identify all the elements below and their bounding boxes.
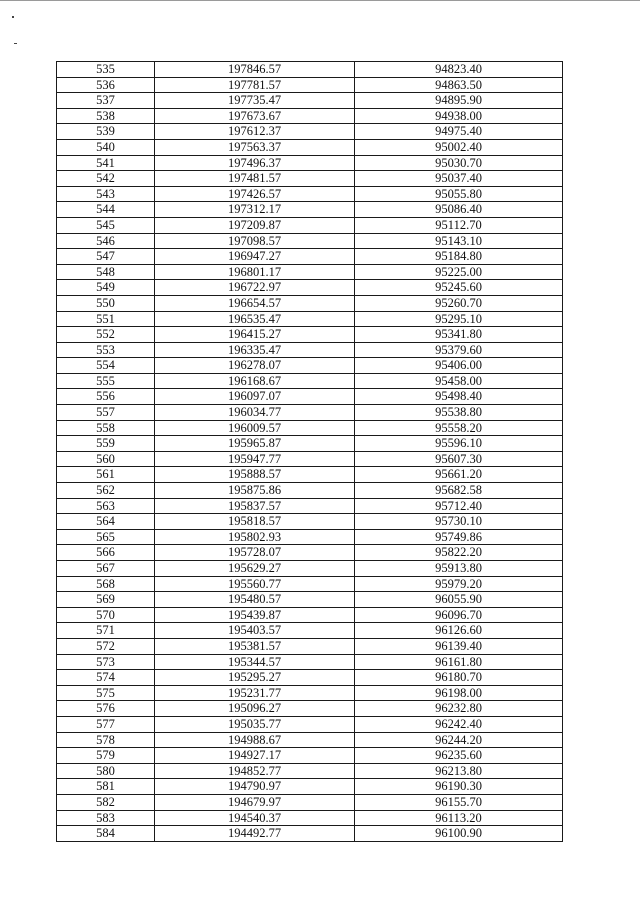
point-number-cell: 559: [57, 436, 155, 452]
point-number-cell: 552: [57, 327, 155, 343]
table-row: [57, 623, 563, 639]
x-coordinate-cell: 195818.57: [155, 514, 355, 530]
x-coordinate-cell: 195381.57: [155, 638, 355, 654]
point-number-cell: 562: [57, 483, 155, 499]
point-number-cell: 558: [57, 420, 155, 436]
point-number-cell: 583: [57, 810, 155, 826]
x-coordinate-cell: 195837.57: [155, 498, 355, 514]
y-coordinate-cell: 95538.80: [355, 405, 563, 421]
point-number-cell: 561: [57, 467, 155, 483]
x-coordinate-cell: 196278.07: [155, 358, 355, 374]
table-row: [57, 529, 563, 545]
x-coordinate-cell: 195403.57: [155, 623, 355, 639]
table-row: [57, 389, 563, 405]
x-coordinate-cell: 197612.37: [155, 124, 355, 140]
x-coordinate-cell: 194988.67: [155, 732, 355, 748]
y-coordinate-cell: 96096.70: [355, 607, 563, 623]
y-coordinate-cell: 95379.60: [355, 342, 563, 358]
point-number-cell: 540: [57, 139, 155, 155]
y-coordinate-cell: 95498.40: [355, 389, 563, 405]
table-row: [57, 124, 563, 140]
y-coordinate-cell: 95086.40: [355, 202, 563, 218]
y-coordinate-cell: 95184.80: [355, 249, 563, 265]
y-coordinate-cell: 95225.00: [355, 264, 563, 280]
table-row: [57, 342, 563, 358]
point-number-cell: 548: [57, 264, 155, 280]
x-coordinate-cell: 194927.17: [155, 748, 355, 764]
y-coordinate-cell: 95458.00: [355, 373, 563, 389]
table-row: [57, 217, 563, 233]
table-row: [57, 779, 563, 795]
y-coordinate-cell: 95712.40: [355, 498, 563, 514]
point-number-cell: 556: [57, 389, 155, 405]
table-row: [57, 810, 563, 826]
y-coordinate-cell: 95913.80: [355, 561, 563, 577]
table-row: [57, 732, 563, 748]
point-number-cell: 538: [57, 108, 155, 124]
point-number-cell: 571: [57, 623, 155, 639]
table-row: [57, 654, 563, 670]
point-number-cell: 566: [57, 545, 155, 561]
table-row: [57, 171, 563, 187]
x-coordinate-cell: 195560.77: [155, 576, 355, 592]
x-coordinate-cell: 194540.37: [155, 810, 355, 826]
point-number-cell: 578: [57, 732, 155, 748]
x-coordinate-cell: 196415.27: [155, 327, 355, 343]
table-row: [57, 451, 563, 467]
point-number-cell: 563: [57, 498, 155, 514]
point-number-cell: 542: [57, 171, 155, 187]
table-row: [57, 467, 563, 483]
table-row: [57, 638, 563, 654]
x-coordinate-cell: 195480.57: [155, 592, 355, 608]
y-coordinate-cell: 96155.70: [355, 794, 563, 810]
coordinate-table-body: [57, 62, 563, 842]
table-row: [57, 436, 563, 452]
x-coordinate-cell: 197426.57: [155, 186, 355, 202]
y-coordinate-cell: 95749.86: [355, 529, 563, 545]
x-coordinate-cell: 197312.17: [155, 202, 355, 218]
point-number-cell: 565: [57, 529, 155, 545]
y-coordinate-cell: 96244.20: [355, 732, 563, 748]
x-coordinate-cell: 197098.57: [155, 233, 355, 249]
table-row: [57, 295, 563, 311]
x-coordinate-cell: 195965.87: [155, 436, 355, 452]
table-row: [57, 748, 563, 764]
x-coordinate-cell: 196947.27: [155, 249, 355, 265]
point-number-cell: 569: [57, 592, 155, 608]
table-row: [57, 233, 563, 249]
table-row: [57, 576, 563, 592]
table-row: [57, 514, 563, 530]
y-coordinate-cell: 96213.80: [355, 763, 563, 779]
table-row: [57, 716, 563, 732]
y-coordinate-cell: 95143.10: [355, 233, 563, 249]
y-coordinate-cell: 94895.90: [355, 93, 563, 109]
point-number-cell: 575: [57, 685, 155, 701]
x-coordinate-cell: 195096.27: [155, 701, 355, 717]
y-coordinate-cell: 94863.50: [355, 77, 563, 93]
y-coordinate-cell: 95682.58: [355, 483, 563, 499]
table-row: [57, 701, 563, 717]
y-coordinate-cell: 96198.00: [355, 685, 563, 701]
point-number-cell: 560: [57, 451, 155, 467]
y-coordinate-cell: 95607.30: [355, 451, 563, 467]
y-coordinate-cell: 96100.90: [355, 826, 563, 842]
point-number-cell: 545: [57, 217, 155, 233]
x-coordinate-cell: 195875.86: [155, 483, 355, 499]
table-row: [57, 685, 563, 701]
point-number-cell: 568: [57, 576, 155, 592]
table-row: [57, 93, 563, 109]
point-number-cell: 557: [57, 405, 155, 421]
point-number-cell: 553: [57, 342, 155, 358]
point-number-cell: 546: [57, 233, 155, 249]
scan-speck: [14, 43, 17, 44]
x-coordinate-cell: 194492.77: [155, 826, 355, 842]
y-coordinate-cell: 95295.10: [355, 311, 563, 327]
y-coordinate-cell: 94938.00: [355, 108, 563, 124]
table-row: [57, 483, 563, 499]
point-number-cell: 576: [57, 701, 155, 717]
y-coordinate-cell: 95055.80: [355, 186, 563, 202]
point-number-cell: 554: [57, 358, 155, 374]
table-row: [57, 202, 563, 218]
x-coordinate-cell: 197496.37: [155, 155, 355, 171]
y-coordinate-cell: 95245.60: [355, 280, 563, 296]
point-number-cell: 580: [57, 763, 155, 779]
point-number-cell: 537: [57, 93, 155, 109]
y-coordinate-cell: 95002.40: [355, 139, 563, 155]
y-coordinate-cell: 96139.40: [355, 638, 563, 654]
point-number-cell: 577: [57, 716, 155, 732]
x-coordinate-cell: 196009.57: [155, 420, 355, 436]
point-number-cell: 582: [57, 794, 155, 810]
point-number-cell: 541: [57, 155, 155, 171]
table-row: [57, 420, 563, 436]
table-row: [57, 280, 563, 296]
point-number-cell: 544: [57, 202, 155, 218]
table-row: [57, 545, 563, 561]
x-coordinate-cell: 196535.47: [155, 311, 355, 327]
y-coordinate-cell: 95730.10: [355, 514, 563, 530]
table-row: [57, 139, 563, 155]
point-number-cell: 539: [57, 124, 155, 140]
table-row: [57, 498, 563, 514]
x-coordinate-cell: 194852.77: [155, 763, 355, 779]
scan-speck: [12, 16, 14, 18]
table-row: [57, 826, 563, 842]
x-coordinate-cell: 197481.57: [155, 171, 355, 187]
x-coordinate-cell: 195231.77: [155, 685, 355, 701]
table-row: [57, 405, 563, 421]
y-coordinate-cell: 96161.80: [355, 654, 563, 670]
x-coordinate-cell: 197673.67: [155, 108, 355, 124]
y-coordinate-cell: 95112.70: [355, 217, 563, 233]
point-number-cell: 555: [57, 373, 155, 389]
table-row: [57, 186, 563, 202]
x-coordinate-cell: 196168.67: [155, 373, 355, 389]
point-number-cell: 584: [57, 826, 155, 842]
y-coordinate-cell: 94975.40: [355, 124, 563, 140]
point-number-cell: 564: [57, 514, 155, 530]
y-coordinate-cell: 95406.00: [355, 358, 563, 374]
x-coordinate-cell: 197209.87: [155, 217, 355, 233]
x-coordinate-cell: 196722.97: [155, 280, 355, 296]
point-number-cell: 574: [57, 670, 155, 686]
point-number-cell: 581: [57, 779, 155, 795]
table-row: [57, 62, 563, 78]
y-coordinate-cell: 95822.20: [355, 545, 563, 561]
point-number-cell: 547: [57, 249, 155, 265]
table-row: [57, 670, 563, 686]
table-row: [57, 264, 563, 280]
table-row: [57, 108, 563, 124]
x-coordinate-cell: 195888.57: [155, 467, 355, 483]
page-top-border: [0, 0, 640, 1]
point-number-cell: 551: [57, 311, 155, 327]
point-number-cell: 567: [57, 561, 155, 577]
table-row: [57, 155, 563, 171]
table-row: [57, 249, 563, 265]
point-number-cell: 579: [57, 748, 155, 764]
y-coordinate-cell: 95596.10: [355, 436, 563, 452]
y-coordinate-cell: 96055.90: [355, 592, 563, 608]
y-coordinate-cell: 96180.70: [355, 670, 563, 686]
y-coordinate-cell: 95341.80: [355, 327, 563, 343]
x-coordinate-cell: 194790.97: [155, 779, 355, 795]
point-number-cell: 573: [57, 654, 155, 670]
x-coordinate-cell: 196801.17: [155, 264, 355, 280]
x-coordinate-cell: 195295.27: [155, 670, 355, 686]
point-number-cell: 543: [57, 186, 155, 202]
x-coordinate-cell: 196335.47: [155, 342, 355, 358]
table-row: [57, 77, 563, 93]
y-coordinate-cell: 96242.40: [355, 716, 563, 732]
x-coordinate-cell: 195629.27: [155, 561, 355, 577]
y-coordinate-cell: 95661.20: [355, 467, 563, 483]
y-coordinate-cell: 96235.60: [355, 748, 563, 764]
x-coordinate-cell: 196654.57: [155, 295, 355, 311]
table-row: [57, 373, 563, 389]
coordinate-table: [56, 61, 563, 842]
y-coordinate-cell: 95558.20: [355, 420, 563, 436]
x-coordinate-cell: 195344.57: [155, 654, 355, 670]
x-coordinate-cell: 196034.77: [155, 405, 355, 421]
table-row: [57, 327, 563, 343]
x-coordinate-cell: 195947.77: [155, 451, 355, 467]
y-coordinate-cell: 96126.60: [355, 623, 563, 639]
x-coordinate-cell: 197781.57: [155, 77, 355, 93]
table-row: [57, 763, 563, 779]
point-number-cell: 535: [57, 62, 155, 78]
table-row: [57, 311, 563, 327]
table-row: [57, 794, 563, 810]
table-row: [57, 358, 563, 374]
x-coordinate-cell: 197846.57: [155, 62, 355, 78]
x-coordinate-cell: 197563.37: [155, 139, 355, 155]
table-row: [57, 607, 563, 623]
point-number-cell: 550: [57, 295, 155, 311]
table-row: [57, 592, 563, 608]
x-coordinate-cell: 197735.47: [155, 93, 355, 109]
point-number-cell: 536: [57, 77, 155, 93]
x-coordinate-cell: 196097.07: [155, 389, 355, 405]
y-coordinate-cell: 94823.40: [355, 62, 563, 78]
table-row: [57, 561, 563, 577]
y-coordinate-cell: 96232.80: [355, 701, 563, 717]
x-coordinate-cell: 195035.77: [155, 716, 355, 732]
y-coordinate-cell: 96190.30: [355, 779, 563, 795]
y-coordinate-cell: 95030.70: [355, 155, 563, 171]
y-coordinate-cell: 95260.70: [355, 295, 563, 311]
point-number-cell: 570: [57, 607, 155, 623]
point-number-cell: 572: [57, 638, 155, 654]
y-coordinate-cell: 95979.20: [355, 576, 563, 592]
point-number-cell: 549: [57, 280, 155, 296]
x-coordinate-cell: 195439.87: [155, 607, 355, 623]
x-coordinate-cell: 195802.93: [155, 529, 355, 545]
x-coordinate-cell: 194679.97: [155, 794, 355, 810]
y-coordinate-cell: 96113.20: [355, 810, 563, 826]
y-coordinate-cell: 95037.40: [355, 171, 563, 187]
x-coordinate-cell: 195728.07: [155, 545, 355, 561]
